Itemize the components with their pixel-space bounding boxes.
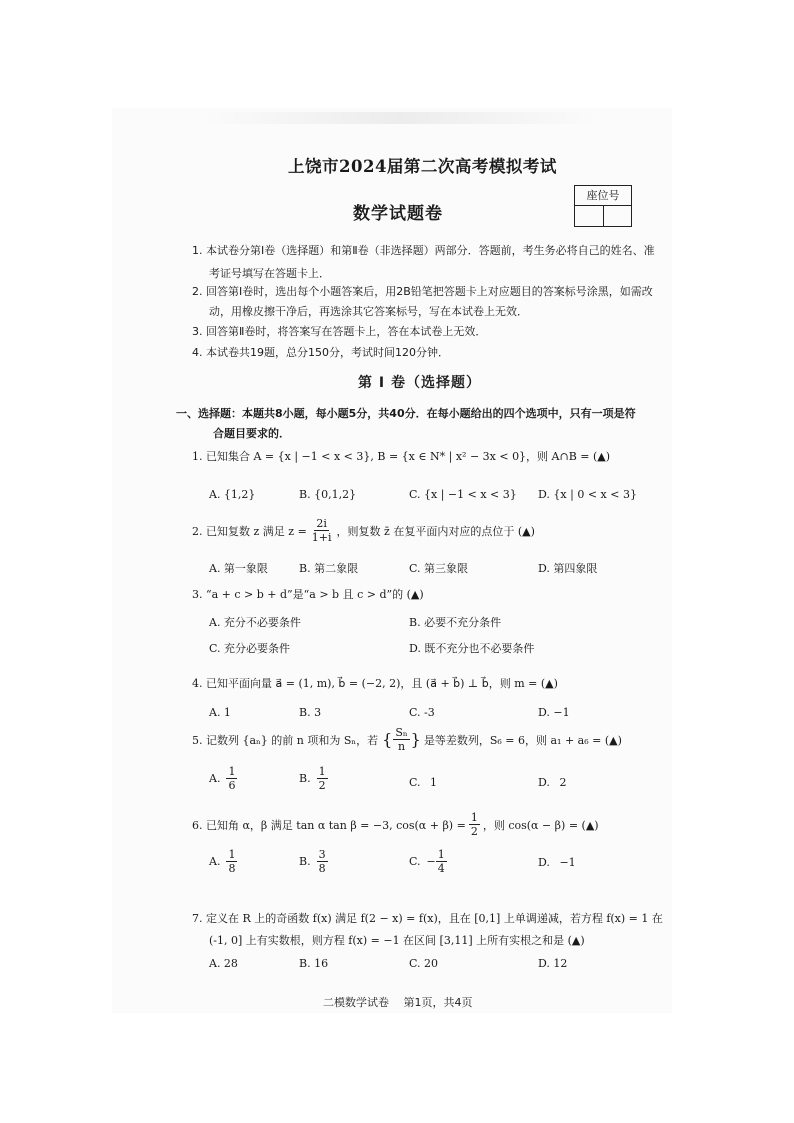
note-1: 1. 本试卷分第Ⅰ卷（选择题）和第Ⅱ卷（非选择题）两部分．答题前，考生务必将自己的姓名、准 — [192, 244, 655, 257]
q6-option-a-fraction — [226, 849, 237, 874]
question-4-stem: 4. 已知平面向量 a⃗ = (1, m), b⃗ = (−2, 2)，且 (a⃗ + b⃗) ⊥ b⃗，则 m = (▲) — [192, 677, 558, 690]
q6-option-d-value: −1 — [559, 856, 576, 869]
q5-stem-suffix: 是等差数列，S₆ = 6，则 a₁ + a₆ = (▲) — [423, 733, 622, 747]
q5-option-d-label: D. — [538, 776, 550, 789]
q6-frac-den: 2 — [470, 825, 478, 838]
q5-option-d-value: 2 — [559, 776, 567, 789]
q7-option-b: B. 16 — [299, 957, 329, 970]
q2-fraction — [310, 518, 334, 543]
q5-stem-prefix: 5. 记数列 {aₙ} 的前 n 项和为 Sₙ，若 — [192, 733, 379, 747]
note-2-cont: 动，用橡皮擦干净后，再选涂其它答案标号，写在本试卷上无效． — [209, 305, 528, 318]
question-5-stem — [192, 727, 622, 752]
q5-option-c — [409, 776, 437, 789]
q5-option-c-label: C. — [409, 776, 421, 789]
question-3-stem: 3. “a + c > b + d”是“a > b 且 c > d”的 (▲) — [192, 588, 424, 601]
q2-option-d: D. 第四象限 — [538, 562, 598, 575]
q6-option-d-label: D. — [538, 856, 550, 869]
question-7-stem: 7. 定义在 R 上的奇函数 f(x) 满足 f(2 − x) = f(x)，且在 [0,1] 上单调递减，若方程 f(x) = 1 在 — [192, 912, 663, 925]
q5-option-a-num: 1 — [228, 765, 236, 778]
question-6-stem — [192, 812, 599, 837]
q5-option-d — [538, 776, 566, 789]
q5-option-b-fraction — [317, 766, 328, 791]
q6-option-b-den: 8 — [318, 862, 326, 875]
paper-subtitle: 数学试题卷 — [353, 204, 443, 224]
q6-option-c — [409, 849, 447, 874]
q6-option-b-num: 3 — [318, 848, 326, 861]
q3-option-b: B. 必要不充分条件 — [409, 616, 502, 629]
q1-option-c: C. {x | −1 < x < 3} — [409, 488, 517, 501]
q4-option-d: D. −1 — [538, 706, 570, 719]
seat-label: 座位号 — [575, 186, 631, 206]
q5-left-brace: { — [382, 730, 393, 749]
q5-option-b-num: 1 — [318, 765, 326, 778]
q6-option-c-den: 4 — [437, 862, 445, 875]
q1-option-a: A. {1,2} — [209, 488, 256, 501]
q6-option-c-fraction — [436, 849, 447, 874]
page-footer: 二模数学试卷 第1页，共4页 — [323, 996, 473, 1009]
q5-option-b-den: 2 — [318, 779, 326, 792]
q2-frac-num: 2i — [316, 517, 327, 530]
q6-option-d — [538, 856, 576, 869]
q6-option-b-fraction — [317, 849, 328, 874]
q2-stem-prefix: 2. 已知复数 z 满足 z = — [192, 524, 307, 538]
q6-fraction — [469, 812, 480, 837]
q6-option-a — [209, 849, 237, 874]
q2-stem-suffix: ，则复数 z̄ 在复平面内对应的点位于 (▲) — [336, 524, 535, 538]
q4-option-c: C. -3 — [409, 706, 435, 719]
q1-option-b: B. {0,1,2} — [299, 488, 357, 501]
q3-option-a: A. 充分不必要条件 — [209, 616, 301, 629]
q5-option-b — [299, 766, 328, 791]
question-7-stem-cont: (-1, 0] 上有实数根，则方程 f(x) = −1 在区间 [3,11] 上所有实根之和是 (▲) — [209, 934, 585, 947]
q6-frac-num: 1 — [470, 811, 478, 824]
seat-cell-divider — [603, 205, 604, 226]
q6-option-a-num: 1 — [228, 848, 236, 861]
q6-option-a-den: 8 — [228, 862, 236, 875]
question-2-stem — [192, 518, 535, 543]
q6-option-b — [299, 849, 328, 874]
q6-stem-suffix: ，则 cos(α − β) = (▲) — [482, 818, 599, 832]
q2-frac-den: 1+i — [311, 531, 332, 544]
q5-fraction — [393, 727, 409, 752]
section-intro: 一、选择题：本题共8小题，每小题5分，共40分．在每小题给出的四个选项中，只有一项是符 — [176, 407, 636, 420]
note-3: 3. 回答第Ⅱ卷时，将答案写在答题卡上，答在本试卷上无效． — [192, 325, 487, 338]
q6-option-c-num: 1 — [437, 848, 445, 861]
seat-number-box — [574, 185, 632, 227]
q5-frac-den: n — [397, 740, 406, 753]
q6-option-c-sign: − — [426, 855, 436, 868]
note-1-cont: 考证号填写在答题卡上． — [209, 267, 330, 280]
q4-option-a: A. 1 — [209, 706, 231, 719]
q7-option-c: C. 20 — [409, 957, 439, 970]
q7-option-a: A. 28 — [209, 957, 238, 970]
q5-option-a-den: 6 — [228, 779, 236, 792]
q6-option-a-label: A. — [209, 855, 221, 868]
q7-option-d: D. 12 — [538, 957, 568, 970]
note-4: 4. 本试卷共19题，总分150分，考试时间120分钟． — [192, 346, 449, 359]
q2-option-a: A. 第一象限 — [209, 562, 268, 575]
q5-right-brace: } — [410, 730, 421, 749]
question-1-stem: 1. 已知集合 A = {x | −1 < x < 3}, B = {x ∈ N* | x² − 3x < 0}，则 A∩B = (▲) — [192, 450, 611, 463]
q5-option-a — [209, 766, 237, 791]
q5-frac-num: Sₙ — [395, 726, 408, 739]
q5-option-b-label: B. — [299, 772, 311, 785]
section-intro-cont: 合题目要求的． — [213, 427, 290, 440]
q6-option-b-label: B. — [299, 855, 311, 868]
q2-option-b: B. 第二象限 — [299, 562, 359, 575]
q5-option-c-value: 1 — [430, 776, 438, 789]
q2-option-c: C. 第三象限 — [409, 562, 469, 575]
q3-option-d: D. 既不充分也不必要条件 — [409, 642, 535, 655]
q1-option-d: D. {x | 0 < x < 3} — [538, 488, 637, 501]
q4-option-b: B. 3 — [299, 706, 322, 719]
q6-option-c-label: C. — [409, 855, 421, 868]
q6-stem-prefix: 6. 已知角 α，β 满足 tan α tan β = −3, cos(α + β) = — [192, 818, 466, 832]
exam-title: 上饶市2024届第二次高考模拟考试 — [288, 157, 557, 176]
scan-smudge — [200, 112, 600, 124]
q3-option-c: C. 充分必要条件 — [209, 642, 291, 655]
section-title: 第 I 卷（选择题） — [358, 375, 481, 391]
q5-option-a-fraction — [226, 766, 237, 791]
q5-option-a-label: A. — [209, 772, 221, 785]
note-2: 2. 回答第Ⅰ卷时，选出每个小题答案后，用2B铅笔把答题卡上对应题目的答案标号涂黑，如需改 — [192, 285, 653, 298]
